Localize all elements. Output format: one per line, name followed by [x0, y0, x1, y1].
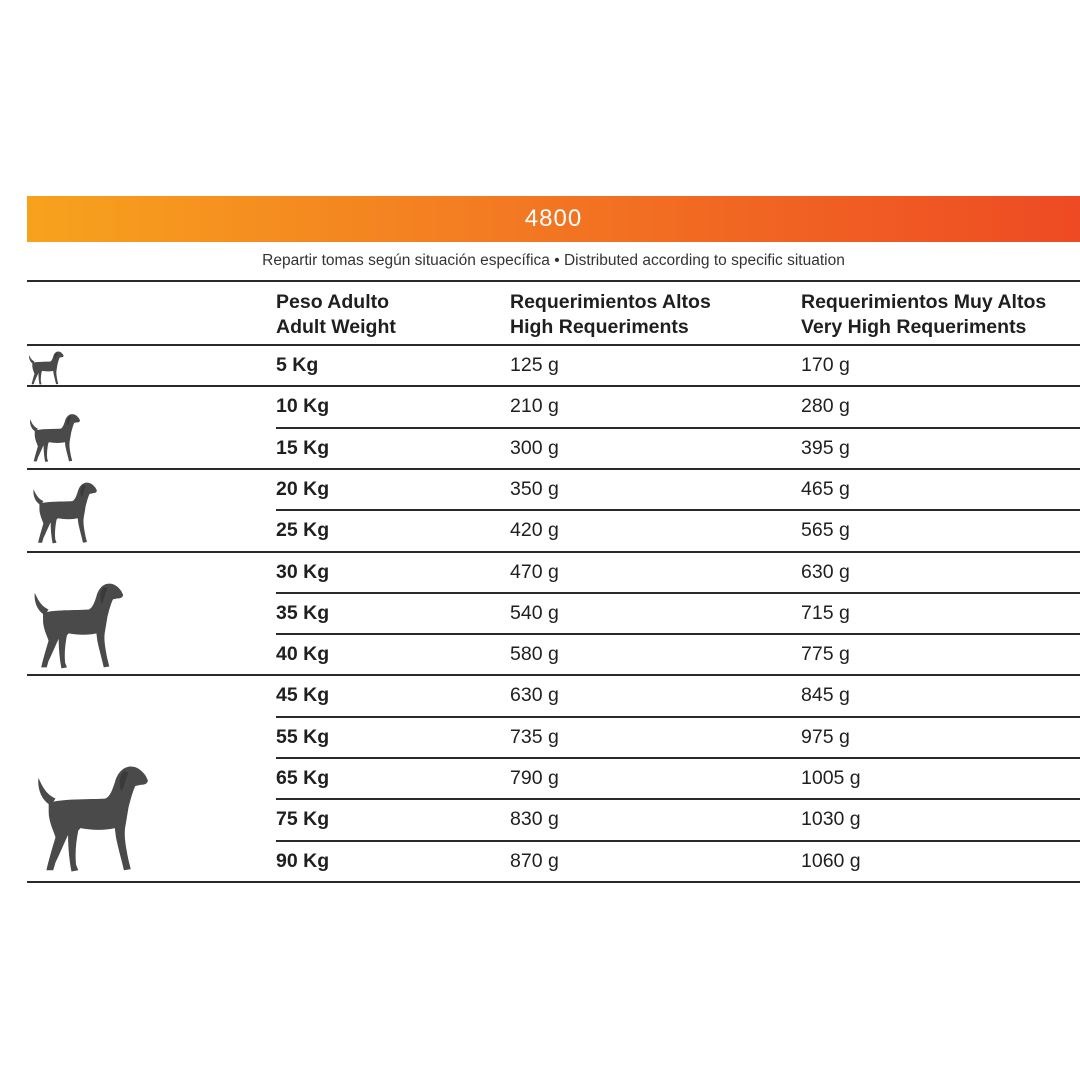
cell-very-high: 395 g [801, 436, 850, 459]
row-rule [276, 757, 1080, 759]
cell-weight: 40 Kg [276, 643, 330, 666]
cell-very-high: 170 g [801, 354, 850, 376]
cell-high: 870 g [510, 849, 559, 872]
cell-high: 420 g [510, 519, 559, 542]
row-rule [276, 716, 1080, 718]
cell-weight: 35 Kg [276, 601, 330, 624]
row-rule [276, 509, 1080, 511]
dog-medium-icon [27, 480, 102, 546]
cell-weight: 90 Kg [276, 849, 330, 872]
row-rule [276, 427, 1080, 429]
cell-high: 735 g [510, 725, 559, 748]
cell-high: 470 g [510, 560, 559, 583]
header-banner [27, 196, 1080, 242]
cell-very-high: 1030 g [801, 808, 861, 831]
cell-high: 630 g [510, 684, 559, 707]
cell-very-high: 975 g [801, 725, 850, 748]
row-rule [276, 633, 1080, 635]
cell-weight: 5 Kg [276, 354, 319, 376]
cell-weight: 25 Kg [276, 519, 330, 542]
cell-weight: 75 Kg [276, 808, 330, 831]
cell-high: 210 g [510, 395, 559, 418]
cell-high: 540 g [510, 601, 559, 624]
cell-high: 580 g [510, 643, 559, 666]
header-high-es: Requerimientos Altos [510, 291, 711, 313]
cell-weight: 65 Kg [276, 767, 330, 789]
header-very-high-es: Requerimientos Muy Altos [801, 291, 1047, 313]
row-rule [276, 798, 1080, 800]
header-weight [276, 290, 396, 340]
cell-weight: 15 Kg [276, 436, 330, 459]
cell-very-high: 280 g [801, 395, 850, 418]
cell-high: 790 g [510, 767, 559, 789]
cell-very-high: 845 g [801, 684, 850, 707]
table-top-rule [27, 280, 1080, 282]
cell-very-high: 1060 g [801, 849, 861, 872]
cell-very-high: 630 g [801, 560, 850, 583]
dog-large-icon [27, 580, 129, 672]
row-rule [27, 881, 1080, 883]
cell-weight: 20 Kg [276, 477, 330, 500]
cell-very-high: 465 g [801, 477, 850, 500]
cell-weight: 45 Kg [276, 684, 330, 707]
cell-weight: 55 Kg [276, 725, 330, 748]
cell-very-high: 775 g [801, 643, 850, 666]
header-very-high-en: Very High Requeriments [801, 316, 1027, 338]
cell-high: 350 g [510, 477, 559, 500]
cell-very-high: 1005 g [801, 767, 861, 789]
cell-very-high: 565 g [801, 519, 850, 542]
row-rule [276, 592, 1080, 594]
cell-weight: 30 Kg [276, 560, 330, 583]
cell-high: 830 g [510, 808, 559, 831]
header-high-en: High Requeriments [510, 316, 689, 338]
header-high [510, 290, 711, 340]
cell-very-high: 715 g [801, 601, 850, 624]
header-very-high [801, 290, 1046, 340]
cell-high: 300 g [510, 436, 559, 459]
row-rule [276, 840, 1080, 842]
cell-weight: 10 Kg [276, 395, 330, 418]
header-weight-en: Adult Weight [276, 316, 396, 338]
distribution-note: Repartir tomas según situación específica • Distributed according to specific situation [262, 252, 845, 269]
header-weight-es: Peso Adulto [276, 291, 390, 313]
cell-high: 125 g [510, 354, 559, 376]
dog-small-icon [27, 412, 82, 464]
dog-tiny-icon [27, 350, 65, 386]
product-title: 4800 [524, 205, 583, 232]
dog-giant-icon [27, 762, 157, 876]
